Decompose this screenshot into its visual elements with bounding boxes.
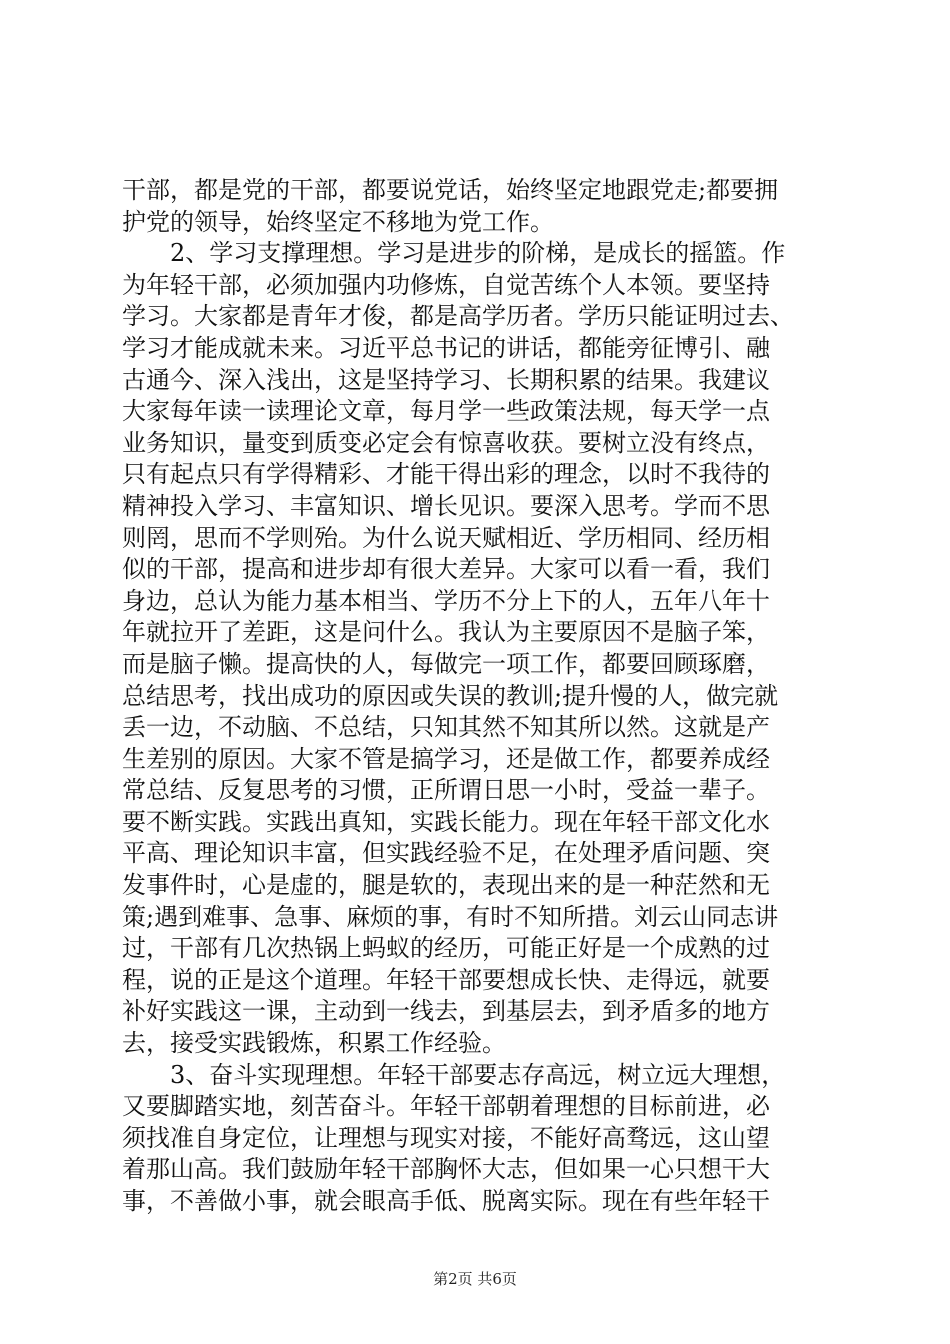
text-line: 须找准自身定位，让理想与现实对接，不能好高骛远，这山望: [122, 1123, 770, 1152]
text-line: 去，接受实践锻炼，积累工作经验。: [122, 1029, 506, 1058]
text-line: 为年轻干部，必须加强内功修炼，自觉苦练个人本领。要坚持: [122, 270, 770, 299]
text-line: 护党的领导，始终坚定不移地为党工作。: [122, 207, 554, 236]
text-line: 丢一边，不动脑、不总结，只知其然不知其所以然。这就是产: [122, 713, 770, 742]
text-line: 而是脑子懒。提高快的人，每做完一项工作，都要回顾琢磨，: [122, 649, 770, 678]
text-line: 程，说的正是这个道理。年轻干部要想成长快、走得远，就要: [122, 965, 770, 994]
text-line: 年就拉开了差距，这是问什么。我认为主要原因不是脑子笨，: [122, 618, 770, 647]
text-line: 生差别的原因。大家不管是搞学习，还是做工作，都要养成经: [122, 744, 770, 773]
text-line: 业务知识，量变到质变必定会有惊喜收获。要树立没有终点，: [122, 428, 770, 457]
text-line: 要不断实践。实践出真知，实践长能力。现在年轻干部文化水: [122, 807, 770, 836]
paragraph-start-line: 3、奋斗实现理想。年轻干部要志存高远，树立远大理想，: [170, 1060, 786, 1089]
text-line: 大家每年读一读理论文章，每月学一些政策法规，每天学一点: [122, 397, 770, 426]
text-line: 学习才能成就未来。习近平总书记的讲话，都能旁征博引、融: [122, 333, 770, 362]
body-text: [122, 175, 832, 1218]
paragraph-start-line: 2、学习支撑理想。学习是进步的阶梯，是成长的摇篮。作: [170, 239, 786, 268]
text-line: 学习。大家都是青年才俊，都是高学历者。学历只能证明过去、: [122, 302, 794, 331]
text-line: 常总结、反复思考的习惯，正所谓日思一小时，受益一辈子。: [122, 776, 770, 805]
text-line: 古通今、深入浅出，这是坚持学习、长期积累的结果。我建议: [122, 365, 770, 394]
text-line: 只有起点只有学得精彩、才能干得出彩的理念，以时不我待的: [122, 460, 770, 489]
text-line: 总结思考，找出成功的原因或失误的教训;提升慢的人，做完就: [122, 681, 779, 710]
text-line: 补好实践这一课，主动到一线去，到基层去，到矛盾多的地方: [122, 997, 770, 1026]
text-line: 则罔，思而不学则殆。为什么说天赋相近、学历相同、经历相: [122, 523, 770, 552]
text-line: 平高、理论知识丰富，但实践经验不足，在处理矛盾问题、突: [122, 839, 770, 868]
text-line: 干部，都是党的干部，都要说党话，始终坚定地跟党走;都要拥: [122, 176, 779, 204]
text-line: 似的干部，提高和进步却有很大差异。大家可以看一看，我们: [122, 555, 770, 584]
text-line: 着那山高。我们鼓励年轻干部胸怀大志，但如果一心只想干大: [122, 1155, 770, 1184]
text-line: 精神投入学习、丰富知识、增长见识。要深入思考。学而不思: [122, 491, 770, 520]
text-line: 身边，总认为能力基本相当、学历不分上下的人，五年八年十: [122, 586, 770, 615]
text-line: 发事件时，心是虚的，腿是软的，表现出来的是一种茫然和无: [122, 871, 770, 900]
text-line: 策;遇到难事、急事、麻烦的事，有时不知所措。刘云山同志讲: [122, 902, 779, 931]
text-line: 事，不善做小事，就会眼高手低、脱离实际。现在有些年轻干: [122, 1187, 770, 1215]
text-line: 又要脚踏实地，刻苦奋斗。年轻干部朝着理想的目标前进，必: [122, 1092, 770, 1121]
page-number-footer: 第2页 共6页: [433, 1270, 517, 1288]
text-line: 过，干部有几次热锅上蚂蚁的经历，可能正好是一个成熟的过: [122, 934, 770, 963]
